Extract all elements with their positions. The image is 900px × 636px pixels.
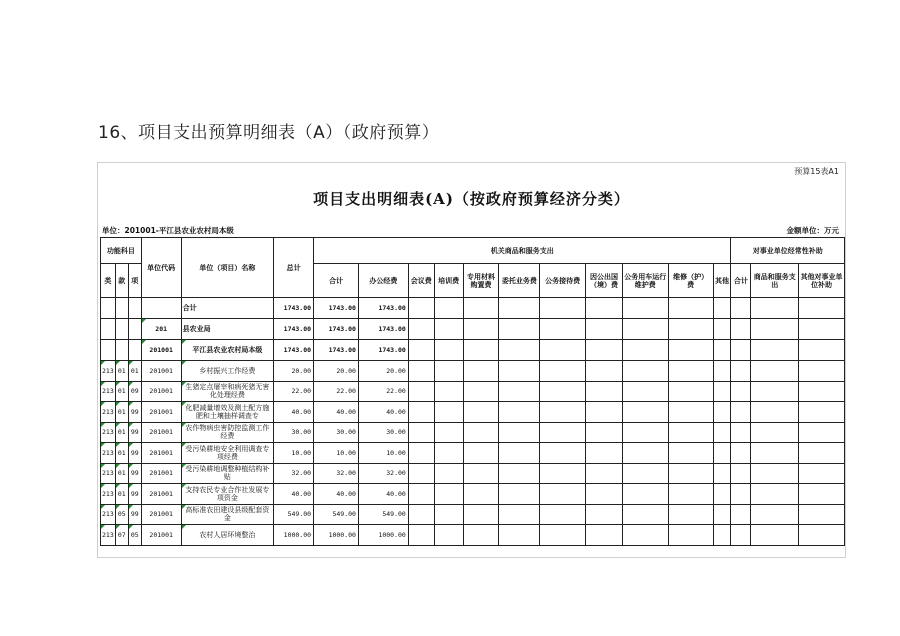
unit-name-cell: 生猪定点屠宰和病死猪无害化处理经费 [181,381,274,402]
empty-amount-cell [799,422,845,443]
table-row [101,402,845,423]
unit-name-cell: 县农业局 [181,319,274,340]
func-section-cell: 01 [115,484,128,505]
empty-amount-cell [586,319,623,340]
func-section-cell: 01 [115,402,128,423]
empty-amount-cell [499,298,540,319]
table-row [101,298,845,319]
empty-amount-cell [713,443,731,464]
empty-amount-cell [463,298,499,319]
func-subject-header: 功能科目 [101,238,142,264]
empty-amount-cell [499,463,540,484]
total-cell: 22.00 [274,381,314,402]
func-class-cell [101,298,116,319]
table-row [101,361,845,382]
office-cost-cell: 1000.00 [358,525,408,546]
empty-amount-cell [540,422,586,443]
empty-amount-cell [540,402,586,423]
total-cell: 1743.00 [274,340,314,361]
kuan-header: 款 [115,264,128,298]
empty-amount-cell [586,402,623,423]
empty-amount-cell [713,525,731,546]
empty-amount-cell [751,525,799,546]
empty-amount-cell [586,361,623,382]
empty-amount-cell [499,319,540,340]
empty-amount-cell [751,402,799,423]
empty-amount-cell [731,484,751,505]
func-item-cell [128,340,141,361]
xiang-header: 项 [128,264,141,298]
empty-amount-cell [713,319,731,340]
unit-code-header: 单位代码 [141,238,181,298]
unit-label: 单位：201001-平江县农业农村局本级 [102,226,234,235]
empty-amount-cell [799,402,845,423]
func-section-cell [115,340,128,361]
empty-amount-cell [499,525,540,546]
empty-amount-cell [751,361,799,382]
total-cell: 10.00 [274,443,314,464]
empty-amount-cell [799,361,845,382]
empty-amount-cell [799,319,845,340]
total-cell: 549.00 [274,504,314,525]
func-section-cell: 01 [115,361,128,382]
table-row [101,443,845,464]
total-cell: 1743.00 [274,319,314,340]
empty-amount-cell [713,463,731,484]
empty-amount-cell [799,298,845,319]
goods-sum-cell: 20.00 [314,361,359,382]
total-cell: 1743.00 [274,298,314,319]
empty-amount-cell [463,422,499,443]
goods-sum-cell: 1743.00 [314,298,359,319]
unit-name-cell: 农村人居环境整治 [181,525,274,546]
empty-amount-cell [408,443,434,464]
func-item-cell: 99 [128,443,141,464]
empty-amount-cell [713,361,731,382]
empty-amount-cell [499,504,540,525]
goods-sum-cell: 30.00 [314,422,359,443]
empty-amount-cell [668,402,713,423]
empty-amount-cell [799,443,845,464]
func-class-cell: 213 [101,422,116,443]
empty-amount-cell [499,402,540,423]
empty-amount-cell [668,381,713,402]
office-cost-cell: 32.00 [358,463,408,484]
empty-amount-cell [668,525,713,546]
table-row [101,340,845,361]
page-heading: 16、项目支出预算明细表（A）（政府预算） [98,123,440,143]
table-row [101,525,845,546]
unit-code-cell: 201001 [141,361,181,382]
goods-sum-cell: 10.00 [314,443,359,464]
subsidy-header: 对事业单位经常性补助 [731,238,845,264]
empty-amount-cell [540,319,586,340]
subsidy-col-header: 其他对事业单位补助 [799,264,845,298]
empty-amount-cell [622,361,668,382]
total-cell: 1000.00 [274,525,314,546]
func-section-cell: 07 [115,525,128,546]
empty-amount-cell [499,381,540,402]
unit-code-cell: 201001 [141,463,181,484]
empty-amount-cell [751,443,799,464]
empty-amount-cell [731,340,751,361]
empty-amount-cell [731,422,751,443]
func-section-cell: 01 [115,463,128,484]
empty-amount-cell [434,361,463,382]
empty-amount-cell [540,525,586,546]
goods-col-header: 公务用车运行维护费 [622,264,668,298]
empty-amount-cell [622,484,668,505]
goods-sum-cell: 549.00 [314,504,359,525]
empty-amount-cell [586,525,623,546]
func-section-cell: 01 [115,422,128,443]
table-row [101,463,845,484]
goods-sum-cell: 32.00 [314,463,359,484]
empty-amount-cell [434,504,463,525]
empty-amount-cell [668,361,713,382]
office-cost-cell: 30.00 [358,422,408,443]
goods-services-header: 机关商品和服务支出 [314,238,731,264]
empty-amount-cell [434,402,463,423]
empty-amount-cell [408,484,434,505]
empty-amount-cell [799,484,845,505]
empty-amount-cell [499,361,540,382]
func-class-cell [101,340,116,361]
total-cell: 20.00 [274,361,314,382]
empty-amount-cell [731,443,751,464]
total-cell: 40.00 [274,402,314,423]
office-cost-cell: 22.00 [358,381,408,402]
unit-name-cell: 乡村振兴工作经费 [181,361,274,382]
total-cell: 40.00 [274,484,314,505]
empty-amount-cell [434,340,463,361]
empty-amount-cell [622,422,668,443]
unit-code-cell: 201001 [141,340,181,361]
empty-amount-cell [540,443,586,464]
empty-amount-cell [408,402,434,423]
empty-amount-cell [622,443,668,464]
empty-amount-cell [668,340,713,361]
empty-amount-cell [434,525,463,546]
empty-amount-cell [586,422,623,443]
func-item-cell [128,319,141,340]
func-section-cell [115,298,128,319]
empty-amount-cell [586,484,623,505]
empty-amount-cell [622,340,668,361]
empty-amount-cell [540,463,586,484]
empty-amount-cell [731,298,751,319]
subsidy-col-header: 商品和服务支出 [751,264,799,298]
empty-amount-cell [668,422,713,443]
subsidy-col-header: 合计 [731,264,751,298]
func-class-cell: 213 [101,504,116,525]
empty-amount-cell [622,298,668,319]
empty-amount-cell [586,298,623,319]
func-section-cell: 01 [115,381,128,402]
func-class-cell: 213 [101,525,116,546]
empty-amount-cell [408,361,434,382]
empty-amount-cell [713,402,731,423]
table-row [101,422,845,443]
table-title: 项目支出明细表(A)（按政府预算经济分类） [313,190,630,208]
empty-amount-cell [586,340,623,361]
empty-amount-cell [408,525,434,546]
func-class-cell: 213 [101,381,116,402]
unit-code-cell: 201001 [141,525,181,546]
empty-amount-cell [731,402,751,423]
empty-amount-cell [586,381,623,402]
empty-amount-cell [751,340,799,361]
unit-code-cell: 201001 [141,504,181,525]
unit-code-cell: 201 [141,319,181,340]
office-cost-cell: 40.00 [358,484,408,505]
empty-amount-cell [622,402,668,423]
empty-amount-cell [713,484,731,505]
empty-amount-cell [751,381,799,402]
empty-amount-cell [408,504,434,525]
amount-unit-label: 金额单位：万元 [786,226,839,235]
func-item-cell: 99 [128,504,141,525]
empty-amount-cell [668,504,713,525]
func-item-cell: 09 [128,381,141,402]
func-item-cell: 99 [128,484,141,505]
func-item-cell [128,298,141,319]
func-class-cell: 213 [101,402,116,423]
empty-amount-cell [622,381,668,402]
empty-amount-cell [713,381,731,402]
office-cost-cell: 20.00 [358,361,408,382]
func-class-cell: 213 [101,361,116,382]
goods-sum-cell: 40.00 [314,402,359,423]
total-cell: 30.00 [274,422,314,443]
empty-amount-cell [731,463,751,484]
empty-amount-cell [731,319,751,340]
empty-amount-cell [799,525,845,546]
total-cell: 32.00 [274,463,314,484]
goods-sum-cell: 22.00 [314,381,359,402]
goods-col-header: 合计 [314,264,359,298]
goods-col-header: 会议费 [408,264,434,298]
office-cost-cell: 549.00 [358,504,408,525]
empty-amount-cell [499,340,540,361]
empty-amount-cell [668,298,713,319]
func-item-cell: 01 [128,361,141,382]
empty-amount-cell [586,463,623,484]
func-section-cell: 01 [115,443,128,464]
empty-amount-cell [463,504,499,525]
empty-amount-cell [408,319,434,340]
empty-amount-cell [463,402,499,423]
unit-code-cell: 201001 [141,422,181,443]
budget-sheet [97,162,846,558]
unit-name-cell: 受污染耕地安全利用调查专项经费 [181,443,274,464]
goods-col-header: 委托业务费 [499,264,540,298]
empty-amount-cell [408,298,434,319]
empty-amount-cell [622,504,668,525]
func-item-cell: 99 [128,422,141,443]
empty-amount-cell [731,525,751,546]
goods-sum-cell: 40.00 [314,484,359,505]
empty-amount-cell [751,484,799,505]
empty-amount-cell [586,504,623,525]
empty-amount-cell [622,463,668,484]
func-section-cell [115,319,128,340]
empty-amount-cell [499,422,540,443]
unit-name-header: 单位（项目）名称 [181,238,274,298]
empty-amount-cell [540,298,586,319]
office-cost-cell: 1743.00 [358,319,408,340]
goods-col-header: 其他 [713,264,731,298]
func-section-cell: 05 [115,504,128,525]
empty-amount-cell [540,504,586,525]
empty-amount-cell [408,463,434,484]
empty-amount-cell [540,361,586,382]
func-item-cell: 05 [128,525,141,546]
empty-amount-cell [586,443,623,464]
empty-amount-cell [463,340,499,361]
empty-amount-cell [434,298,463,319]
empty-amount-cell [751,319,799,340]
func-class-cell: 213 [101,463,116,484]
func-class-cell [101,319,116,340]
empty-amount-cell [731,381,751,402]
unit-name-cell: 农作物病虫害防控监测工作经费 [181,422,274,443]
office-cost-cell: 1743.00 [358,298,408,319]
empty-amount-cell [799,381,845,402]
empty-amount-cell [499,484,540,505]
empty-amount-cell [434,484,463,505]
unit-name-cell: 高标准农田建设县级配套资金 [181,504,274,525]
empty-amount-cell [668,319,713,340]
empty-amount-cell [463,361,499,382]
empty-amount-cell [751,504,799,525]
office-cost-cell: 10.00 [358,443,408,464]
unit-code-cell [141,298,181,319]
empty-amount-cell [540,381,586,402]
total-header: 总计 [274,238,314,298]
office-cost-cell: 40.00 [358,402,408,423]
goods-col-header: 培训费 [434,264,463,298]
goods-sum-cell: 1743.00 [314,319,359,340]
empty-amount-cell [799,340,845,361]
empty-amount-cell [622,319,668,340]
goods-col-header: 专用材料购置费 [463,264,499,298]
table-row [101,319,845,340]
empty-amount-cell [668,484,713,505]
empty-amount-cell [713,298,731,319]
goods-col-header: 公务接待费 [540,264,586,298]
lei-header: 类 [101,264,116,298]
budget-table [100,237,845,546]
unit-code-cell: 201001 [141,381,181,402]
empty-amount-cell [434,422,463,443]
empty-amount-cell [463,463,499,484]
unit-name-cell: 合计 [181,298,274,319]
empty-amount-cell [540,484,586,505]
empty-amount-cell [668,463,713,484]
empty-amount-cell [434,443,463,464]
unit-code-cell: 201001 [141,402,181,423]
empty-amount-cell [622,525,668,546]
empty-amount-cell [799,504,845,525]
empty-amount-cell [731,361,751,382]
unit-name-cell: 平江县农业农村局本级 [181,340,274,361]
empty-amount-cell [434,381,463,402]
func-class-cell: 213 [101,443,116,464]
empty-amount-cell [408,422,434,443]
unit-name-cell: 受污染耕地调整种植结构补贴 [181,463,274,484]
empty-amount-cell [434,463,463,484]
empty-amount-cell [463,381,499,402]
empty-amount-cell [713,504,731,525]
empty-amount-cell [731,504,751,525]
empty-amount-cell [408,340,434,361]
table-row [101,504,845,525]
empty-amount-cell [463,319,499,340]
unit-name-cell: 支持农民专业合作社发展专项资金 [181,484,274,505]
table-tag: 预算15表A1 [794,167,839,176]
empty-amount-cell [540,340,586,361]
empty-amount-cell [668,443,713,464]
func-class-cell: 213 [101,484,116,505]
empty-amount-cell [713,340,731,361]
empty-amount-cell [799,463,845,484]
goods-col-header: 因公出国（境）费 [586,264,623,298]
empty-amount-cell [713,422,731,443]
table-row [101,381,845,402]
empty-amount-cell [499,443,540,464]
goods-col-header: 办公经费 [358,264,408,298]
goods-sum-cell: 1743.00 [314,340,359,361]
unit-code-cell: 201001 [141,484,181,505]
table-row [101,484,845,505]
empty-amount-cell [751,463,799,484]
unit-code-cell: 201001 [141,443,181,464]
func-item-cell: 99 [128,463,141,484]
unit-name-cell: 化肥减量增效及测土配方施肥和土壤抽样调查专 [181,402,274,423]
empty-amount-cell [463,484,499,505]
office-cost-cell: 1743.00 [358,340,408,361]
goods-col-header: 维修（护）费 [668,264,713,298]
goods-sum-cell: 1000.00 [314,525,359,546]
empty-amount-cell [751,422,799,443]
empty-amount-cell [434,319,463,340]
empty-amount-cell [463,525,499,546]
empty-amount-cell [463,443,499,464]
empty-amount-cell [408,381,434,402]
empty-amount-cell [751,298,799,319]
func-item-cell: 99 [128,402,141,423]
